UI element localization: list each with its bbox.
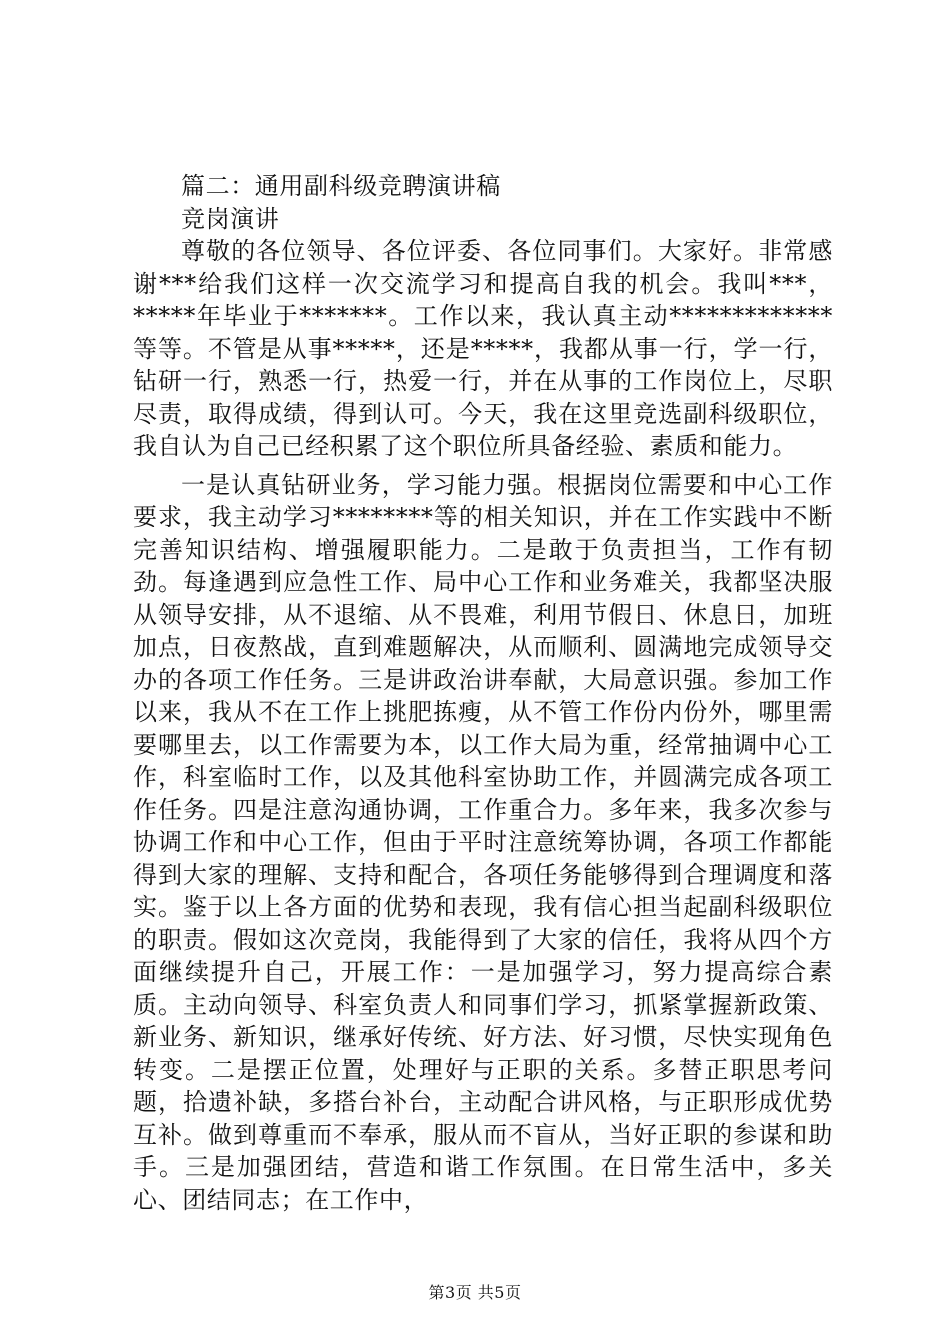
page-number-footer: 第3页 共5页 (428, 1283, 522, 1302)
paragraph-body: 一是认真钻研业务，学习能力强。根据岗位需要和中心工作要求，我主动学习********等的相关知识，并在工作实践中不断完善知识结构、增强履职能力。二是敢于负责担当，工作有韧劲。每逢遇到应急性工作、局中心工作和业务难关，我都坚决服从领导安排，从不退缩、从不畏难，利用节假日、休息日，加班加点，日夜熬战，直到难题解决，从而顺利、圆满地完成领导交办的各项工作任务。三是讲政治讲奉献，大局意识强。参加工作以来，我从不在工作上挑肥拣瘦，从不管工作份内份外，哪里需要哪里去，以工作需要为本，以工作大局为重，经常抽调中心工作，科室临时工作，以及其他科室协助工作，并圆满完成各项工作任务。四是注意沟通协调，工作重合力。多年来，我多次参与协调工作和中心工作，但由于平时注意统筹协调，各项工作都能得到大家的理解、支持和配合，各项任务能够得到合理调度和落实。鉴于以上各方面的优势和表现，我有信心担当起副科级职位的职责。假如这次竞岗，我能得到了大家的信任，我将从四个方面继续提升自己，开展工作：一是加强学习，努力提高综合素质。主动向领导、科室负责人和同事们学习，抓紧掌握新政策、新业务、新知识，继承好传统、好方法、好习惯，尽快实现角色转变。二是摆正位置，处理好与正职的关系。多替正职思考问题，拾遗补缺，多搭台补台，主动配合讲风格，与正职形成优势互补。做到尊重而不奉承，服从而不盲从，当好正职的参谋和助手。三是加强团结，营造和谐工作氛围。在日常生活中，多关心、团结同志；在工作中， (133, 470, 833, 1214)
paragraph-intro: 尊敬的各位领导、各位评委、各位同事们。大家好。非常感谢***给我们这样一次交流学习和提高自我的机会。我叫***，*****年毕业于*******。工作以来，我认真主动*************等等。不管是从事*****，还是*****，我都从事一行，学一行，钻研一行，熟悉一行，热爱一行，并在从事的工作岗位上，尽职尽责，取得成绩，得到认可。今天，我在这里竞选副科级职位，我自认为自己已经积累了这个职位所具备经验、素质和能力。 (133, 237, 833, 460)
subtitle: 竞岗演讲 (181, 204, 280, 233)
document-body (133, 170, 833, 1216)
section-title: 篇二：通用副科级竞聘演讲稿 (181, 172, 501, 200)
